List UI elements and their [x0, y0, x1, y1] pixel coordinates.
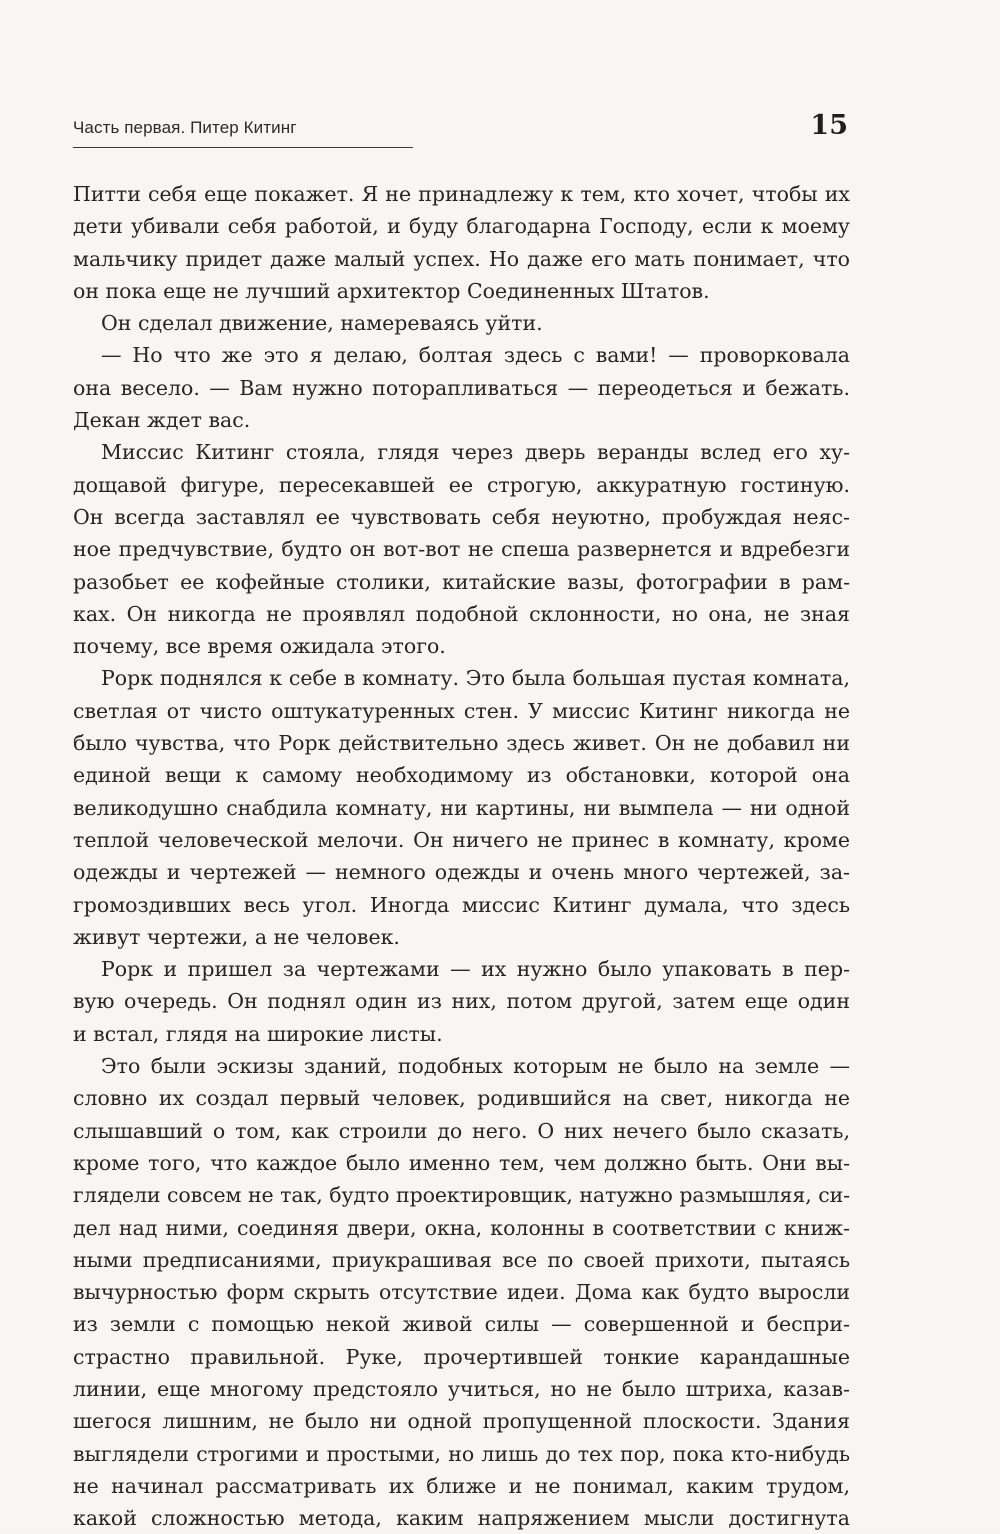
text-line: единой вещи к самому необходимому из обстановки, которой она — [73, 763, 850, 788]
text-line: одежды и чертежей — немного одежды и очень много чертежей, за- — [73, 860, 850, 885]
text-line: не начинал рассматривать их ближе и не понимал, каким трудом, — [73, 1473, 850, 1498]
text-line: — Но что же это я делаю, болтая здесь с вами! — проворковала — [101, 343, 850, 368]
text-line: ными предписаниями, приукрашивая все по своей прихоти, пытаясь — [73, 1247, 850, 1272]
text-line: Это были эскизы зданий, подобных которым не было на земле — — [101, 1054, 850, 1079]
text-line: Он всегда заставлял ее чувствовать себя неуютно, пробуждая неяс- — [73, 504, 850, 529]
text-line: великодушно снабдила комнату, ни картины, ни вымпела — ни одной — [73, 795, 850, 820]
text-line: Декан ждет вас. — [73, 408, 251, 433]
text-line: громоздивших весь угол. Иногда миссис Китинг думала, что здесь — [73, 892, 850, 917]
text-line: он пока еще не лучший архитектор Соединенных Штатов. — [73, 278, 710, 303]
text-line: шегося лишним, не было ни одной пропущенной плоскости. Здания — [73, 1409, 850, 1434]
text-line: Питти себя еще покажет. Я не принадлежу к тем, кто хочет, чтобы их — [73, 182, 850, 206]
text-line: теплой человеческой мелочи. Он ничего не принес в комнату, кроме — [73, 827, 850, 852]
text-line: разобьет ее кофейные столики, китайские вазы, фотографии в рам- — [73, 569, 850, 594]
text-line: и встал, глядя на широкие листы. — [73, 1021, 443, 1046]
text-line: она весело. — Вам нужно поторапливаться — переодеться и бежать. — [73, 375, 850, 400]
text-line: слышавший о том, как строили до него. О них нечего было сказать, — [73, 1118, 850, 1143]
text-line: глядели совсем не так, будто проектировщик, натужно размышляя, си- — [73, 1183, 850, 1208]
running-title: Часть первая. Питер Китинг — [73, 118, 413, 148]
text-line: дети убивали себя работой, и буду благодарна Господу, если к моему — [73, 214, 850, 239]
text-line: линии, еще многому предстояло учиться, но не было штриха, казав- — [73, 1376, 850, 1401]
text-line: дел над ними, соединяя двери, окна, колонны в соответствии с книж- — [73, 1215, 850, 1240]
text-line: Рорк поднялся к себе в комнату. Это была большая пустая комната, — [101, 666, 850, 691]
text-line: какой сложностью метода, каким напряжением мысли достигнута — [73, 1506, 850, 1531]
text-line: мальчику придет даже малый успех. Но даже его мать понимает, что — [73, 246, 850, 271]
text-line: страстно правильной. Руке, прочертившей тонкие карандашные — [73, 1344, 850, 1369]
text-line: светлая от чисто оштукатуренных стен. У миссис Китинг никогда не — [73, 698, 850, 723]
text-line: ное предчувствие, будто он вот-вот не спеша развернется и вдребезги — [73, 537, 850, 562]
text-line: Миссис Китинг стояла, глядя через дверь веранды вслед его ху- — [101, 440, 850, 465]
text-line: почему, все время ожидала этого. — [73, 634, 446, 659]
text-line: было чувства, что Рорк действительно здесь живет. Он не добавил ни — [73, 731, 850, 756]
page-number: 15 — [810, 110, 848, 141]
text-line: выглядели строгими и простыми, но лишь до тех пор, пока кто-нибудь — [73, 1441, 850, 1466]
text-line: Рорк и пришел за чертежами — их нужно было упаковать в пер- — [101, 957, 850, 982]
body-text — [73, 178, 850, 1534]
text-line: дощавой фигуре, пересекавшей ее строгую, аккуратную гостиную. — [73, 472, 850, 497]
text-line: ках. Он никогда не проявлял подобной склонности, но она, не зная — [73, 601, 850, 626]
text-line: вычурностью форм скрыть отсутствие идеи. Дома как будто выросли — [73, 1280, 850, 1305]
text-line: вую очередь. Он поднял один из них, потом другой, затем еще один — [73, 989, 850, 1014]
text-line: кроме того, что каждое было именно тем, чем должно быть. Они вы- — [73, 1150, 850, 1175]
text-line: словно их создал первый человек, родившийся на свет, никогда не — [73, 1086, 850, 1111]
text-line: Он сделал движение, намереваясь уйти. — [101, 311, 543, 336]
text-line: из земли с помощью некой живой силы — совершенной и беспри- — [73, 1312, 850, 1337]
text-line: живут чертежи, а не человек. — [73, 924, 400, 949]
